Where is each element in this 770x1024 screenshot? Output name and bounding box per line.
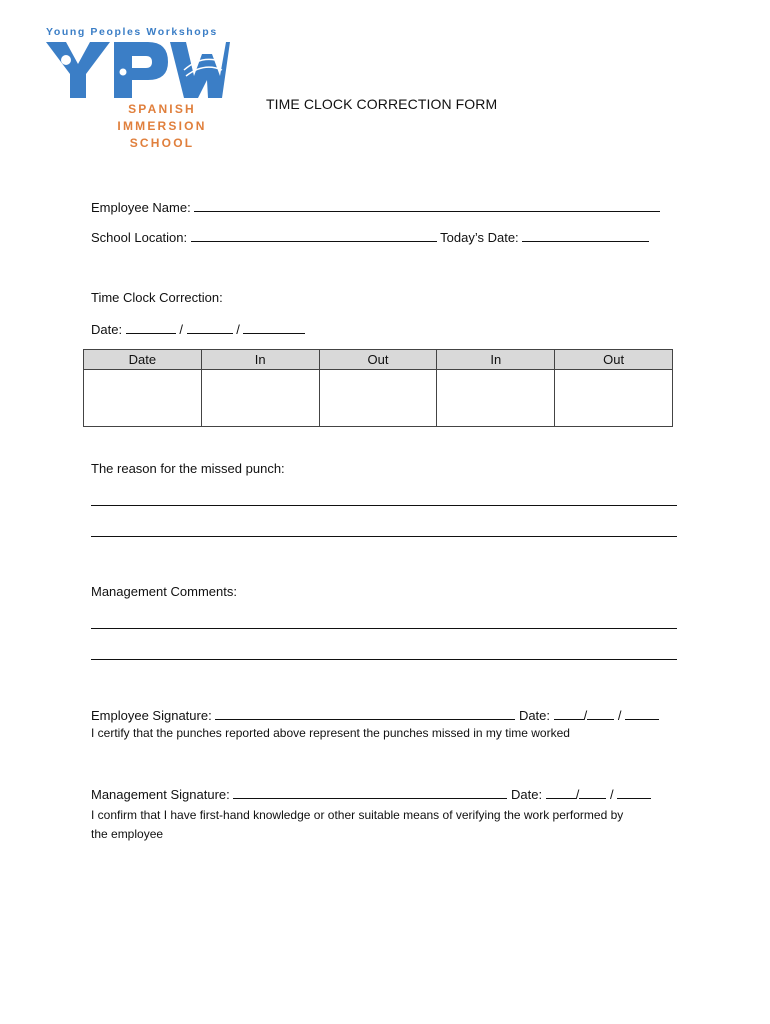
employee-name-label: Employee Name: xyxy=(91,200,191,215)
logo-school-name xyxy=(106,101,218,152)
reason-line-2[interactable] xyxy=(91,536,677,537)
reason-label: The reason for the missed punch: xyxy=(91,461,285,476)
reason-line-1[interactable] xyxy=(91,505,677,506)
out-cell[interactable] xyxy=(319,370,437,427)
in-cell[interactable] xyxy=(437,370,555,427)
table-header-row xyxy=(84,350,673,370)
out-cell[interactable] xyxy=(555,370,673,427)
management-confirm-text xyxy=(91,806,623,844)
employee-name-row xyxy=(91,199,660,215)
management-sig-date-day[interactable] xyxy=(579,786,606,799)
correction-label: Time Clock Correction: xyxy=(91,290,223,305)
correction-date-year-field[interactable] xyxy=(243,321,305,334)
management-confirm-line1: I confirm that I have first-hand knowledge or other suitable means of verifying the work performed by xyxy=(91,808,624,822)
correction-date-row xyxy=(91,321,305,337)
school-location-field[interactable] xyxy=(191,229,437,242)
management-sig-date-month[interactable] xyxy=(546,786,576,799)
logo-school-line1: SPANISH xyxy=(128,102,196,116)
management-signature-field[interactable] xyxy=(233,786,507,799)
management-comments-label: Management Comments: xyxy=(91,584,237,599)
employee-sig-date-year[interactable] xyxy=(625,707,659,720)
employee-sig-date-day[interactable] xyxy=(587,707,614,720)
in-cell[interactable] xyxy=(201,370,319,427)
date-cell[interactable] xyxy=(84,370,202,427)
header-in: In xyxy=(437,350,555,370)
management-signature-row xyxy=(91,786,651,802)
correction-date-day-field[interactable] xyxy=(187,321,233,334)
ypw-logo xyxy=(44,40,230,100)
management-sig-date-label: Date: xyxy=(511,787,543,802)
correction-date-label: Date: xyxy=(91,322,123,337)
correction-date-month-field[interactable] xyxy=(126,321,176,334)
todays-date-field[interactable] xyxy=(522,229,649,242)
todays-date-label: Today’s Date: xyxy=(440,230,519,245)
management-signature-label: Management Signature: xyxy=(91,787,230,802)
punch-table xyxy=(83,349,673,427)
date-separator: / xyxy=(609,787,614,802)
comments-line-1[interactable] xyxy=(91,628,677,629)
header-date: Date xyxy=(84,350,202,370)
management-confirm-line2: the employee xyxy=(91,827,164,841)
date-separator: / xyxy=(583,708,588,723)
form-title: TIME CLOCK CORRECTION FORM xyxy=(266,96,498,112)
header-out: Out xyxy=(319,350,437,370)
table-row xyxy=(84,370,673,427)
employee-name-field[interactable] xyxy=(194,199,660,212)
date-separator: / xyxy=(179,322,183,337)
employee-certify-text: I certify that the punches reported above represent the punches missed in my time worked xyxy=(91,726,570,740)
logo-tagline: Young Peoples Workshops xyxy=(46,26,218,38)
employee-sig-date-month[interactable] xyxy=(554,707,584,720)
header-in: In xyxy=(201,350,319,370)
comments-line-2[interactable] xyxy=(91,659,677,660)
date-separator: / xyxy=(236,322,240,337)
logo-school-line2: IMMERSION xyxy=(117,119,207,133)
date-separator: / xyxy=(617,708,622,723)
date-separator: / xyxy=(575,787,580,802)
school-location-label: School Location: xyxy=(91,230,188,245)
logo-school-line3: SCHOOL xyxy=(129,136,195,150)
management-sig-date-year[interactable] xyxy=(617,786,651,799)
school-location-row xyxy=(91,229,649,245)
employee-signature-field[interactable] xyxy=(215,707,515,720)
employee-signature-row xyxy=(91,707,659,723)
header-out: Out xyxy=(555,350,673,370)
employee-sig-date-label: Date: xyxy=(518,708,551,723)
employee-signature-label: Employee Signature: xyxy=(91,708,212,723)
